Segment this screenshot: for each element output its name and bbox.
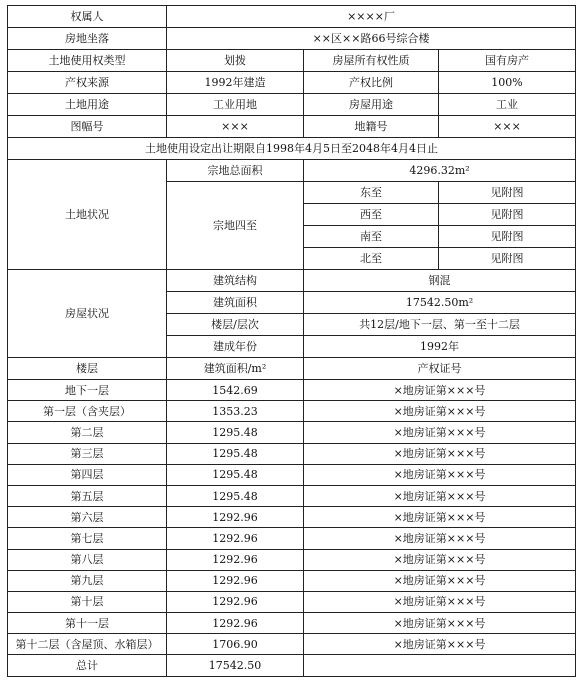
total-label: 总计 [8, 655, 167, 677]
floor-area: 1542.69 [167, 380, 304, 401]
land-use-label: 土地用途 [8, 94, 167, 116]
row-floor-header [8, 358, 576, 380]
floors-value: 共12层/地下一层、第一至十二层 [304, 314, 576, 336]
total-area-value: 4296.32m² [304, 160, 576, 182]
floor-area: 1292.96 [167, 591, 304, 612]
house-nature-label: 房屋所有权性质 [304, 50, 439, 72]
floor-cert-number: ×地房证第×××号 [304, 591, 576, 612]
floor-cert-number: ×地房证第×××号 [304, 422, 576, 443]
floor-name: 第八层 [8, 549, 167, 570]
land-type-label: 土地使用权类型 [8, 50, 167, 72]
floor-name: 第一层（含夹层） [8, 401, 167, 422]
year-value: 1992年 [304, 336, 576, 358]
house-nature-value: 国有房产 [439, 50, 576, 72]
row-total [8, 655, 576, 677]
floor-area: 1292.96 [167, 528, 304, 549]
ratio-label: 产权比例 [304, 72, 439, 94]
row-term [8, 138, 576, 160]
row-use [8, 94, 576, 116]
boundary-label: 宗地四至 [167, 182, 304, 270]
floor-name: 第五层 [8, 485, 167, 506]
floor-name: 第十二层（含屋顶、水箱层） [8, 634, 167, 655]
ratio-value: 100% [439, 72, 576, 94]
source-label: 产权来源 [8, 72, 167, 94]
total-area-sum: 17542.50 [167, 655, 304, 677]
total-cert-empty [304, 655, 576, 677]
floor-row [8, 380, 576, 401]
floor-area: 1295.48 [167, 443, 304, 464]
map-no-label: 图幅号 [8, 116, 167, 138]
floor-cert-number: ×地房证第×××号 [304, 401, 576, 422]
floor-cert-number: ×地房证第×××号 [304, 380, 576, 401]
floor-area: 1295.48 [167, 485, 304, 506]
location-label: 房地坐落 [8, 28, 167, 50]
land-use-value: 工业用地 [167, 94, 304, 116]
house-use-value: 工业 [439, 94, 576, 116]
floor-area: 1292.96 [167, 507, 304, 528]
floor-cert-number: ×地房证第×××号 [304, 549, 576, 570]
floor-cert-number: ×地房证第×××号 [304, 485, 576, 506]
floor-rows [8, 380, 576, 655]
floor-row [8, 485, 576, 506]
row-map-number [8, 116, 576, 138]
boundary-direction: 西至 [304, 204, 439, 226]
floor-row [8, 464, 576, 485]
property-register-table [7, 5, 576, 677]
floor-row [8, 507, 576, 528]
boundary-value: 见附图 [439, 204, 576, 226]
building-area-value: 17542.50m² [304, 292, 576, 314]
floor-name: 第十层 [8, 591, 167, 612]
floor-row [8, 570, 576, 591]
floor-area: 1292.96 [167, 613, 304, 634]
floor-area: 1295.48 [167, 422, 304, 443]
property-register-sheet [7, 5, 575, 676]
floor-cert-number: ×地房证第×××号 [304, 443, 576, 464]
floor-cert-number: ×地房证第×××号 [304, 464, 576, 485]
floor-row [8, 528, 576, 549]
floor-name: 第四层 [8, 464, 167, 485]
floor-area: 1292.96 [167, 549, 304, 570]
parcel-no-label: 地籍号 [304, 116, 439, 138]
map-no-value: ××× [167, 116, 304, 138]
house-use-label: 房屋用途 [304, 94, 439, 116]
row-house-structure [8, 270, 576, 292]
boundary-direction: 南至 [304, 226, 439, 248]
row-land-type [8, 50, 576, 72]
boundary-value: 见附图 [439, 226, 576, 248]
parcel-no-value: ××× [439, 116, 576, 138]
floor-header: 楼层 [8, 358, 167, 380]
floor-area: 1353.23 [167, 401, 304, 422]
boundary-value: 见附图 [439, 182, 576, 204]
year-label: 建成年份 [167, 336, 304, 358]
floor-area: 1292.96 [167, 570, 304, 591]
floor-cert-number: ×地房证第×××号 [304, 634, 576, 655]
floor-cert-number: ×地房证第×××号 [304, 570, 576, 591]
floor-area: 1706.90 [167, 634, 304, 655]
floors-label: 楼层/层次 [167, 314, 304, 336]
structure-value: 钢混 [304, 270, 576, 292]
row-location [8, 28, 576, 50]
row-owner [8, 6, 576, 28]
total-area-label: 宗地总面积 [167, 160, 304, 182]
owner-label: 权属人 [8, 6, 167, 28]
boundary-direction: 北至 [304, 248, 439, 270]
floor-name: 第九层 [8, 570, 167, 591]
floor-name: 第三层 [8, 443, 167, 464]
floor-cert-number: ×地房证第×××号 [304, 613, 576, 634]
floor-row [8, 634, 576, 655]
boundary-value: 见附图 [439, 248, 576, 270]
floor-name: 第六层 [8, 507, 167, 528]
land-term-text: 土地使用设定出让期限自1998年4月5日至2048年4月4日止 [8, 138, 576, 160]
land-type-value: 划拨 [167, 50, 304, 72]
structure-label: 建筑结构 [167, 270, 304, 292]
floor-area: 1295.48 [167, 464, 304, 485]
floor-row [8, 422, 576, 443]
floor-cert-number: ×地房证第×××号 [304, 507, 576, 528]
floor-row [8, 613, 576, 634]
house-status-label: 房屋状况 [8, 270, 167, 358]
floor-row [8, 549, 576, 570]
row-source [8, 72, 576, 94]
row-land-total-area [8, 160, 576, 182]
floor-row [8, 591, 576, 612]
land-status-label: 土地状况 [8, 160, 167, 270]
cert-header: 产权证号 [304, 358, 576, 380]
floor-name: 第十一层 [8, 613, 167, 634]
boundary-direction: 东至 [304, 182, 439, 204]
floor-row [8, 401, 576, 422]
area-header: 建筑面积/m² [167, 358, 304, 380]
location-value: ××区××路66号综合楼 [167, 28, 576, 50]
floor-name: 第二层 [8, 422, 167, 443]
floor-cert-number: ×地房证第×××号 [304, 528, 576, 549]
floor-name: 地下一层 [8, 380, 167, 401]
owner-value: ××××厂 [167, 6, 576, 28]
source-value: 1992年建造 [167, 72, 304, 94]
building-area-label: 建筑面积 [167, 292, 304, 314]
floor-row [8, 443, 576, 464]
floor-name: 第七层 [8, 528, 167, 549]
